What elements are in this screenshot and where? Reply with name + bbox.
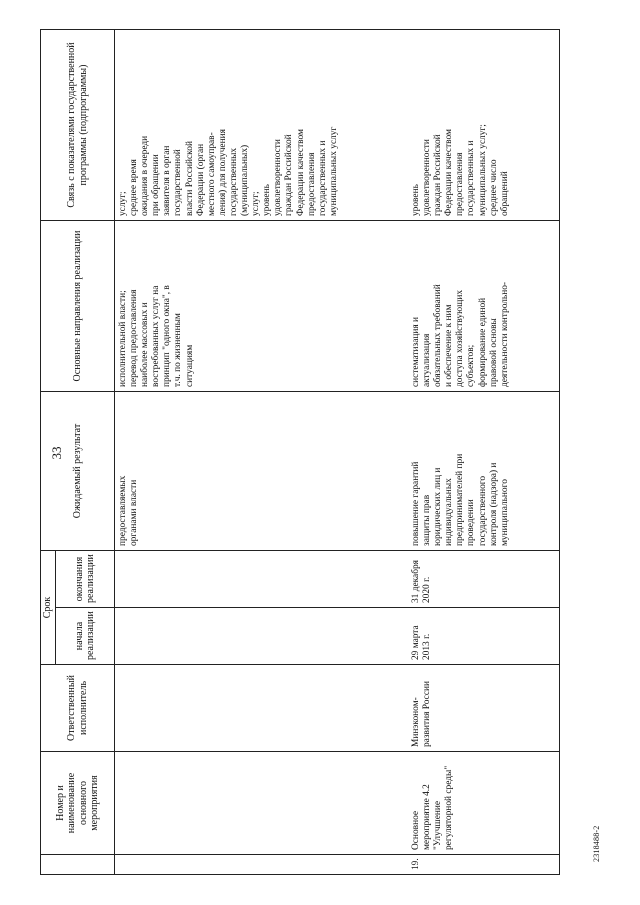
cell-end-empty	[115, 551, 409, 608]
header-name: Номер и наименование основного мероприятия	[41, 752, 115, 855]
rotated-table-container	[40, 30, 600, 875]
program-activities-table	[40, 29, 560, 875]
cell-directions: систематизация и актуализация обязательных требований и обеспечение к ним доступа хозяйствующих субъектов; формирование единой правовой основы деятельности контрольно-	[408, 221, 560, 392]
cell-directions: исполнительной власти; перевод предоставления наиболее массовых и востребованных услуг на принцип "одного окна", в т.ч. по жизненным ситуациям	[115, 221, 409, 392]
page-number: 33	[49, 446, 64, 460]
table-row	[408, 30, 560, 875]
cell-executor-empty	[115, 665, 409, 752]
header-result: Ожидаемый результат	[41, 392, 115, 551]
document-code: 2318488-2	[592, 825, 601, 862]
cell-number-empty	[115, 855, 409, 875]
header-directions: Основные направления реализации	[41, 221, 115, 392]
cell-start-empty	[115, 608, 409, 665]
cell-end-date: 31 декабря 2020 г.	[408, 551, 560, 608]
cell-result: повышение гарантий защиты прав юридических лиц и индивидуальных предпринимателей при проведении государственного контроля (надзора) и муниципального	[408, 392, 560, 551]
header-term: Срок	[41, 551, 56, 665]
cell-indicators: услуг; среднее время ожидания в очереди при обращении заявителя в орган государственной власти Российской Федерации (орган местного самоуправ- ления) для получения государственных (муниципальных) услуг; уровень удовлетворенности граждан Российской Федерации качеством предоставления государственных и муниципальных услуг	[115, 30, 409, 221]
header-executor: Ответственный исполнитель	[41, 665, 115, 752]
header-indicators: Связь с показателями государственной программы (подпрограммы)	[41, 30, 115, 221]
cell-indicators: уровень удовлетворенности граждан Российской Федерации качеством предоставления государственных и муниципальных услуг; среднее число обращений	[408, 30, 560, 221]
header-term-start: начала реализации	[56, 608, 115, 665]
cell-start-date: 29 марта 2013 г.	[408, 608, 560, 665]
cell-row-number: 19.	[408, 855, 560, 875]
header-blank-cell	[41, 855, 115, 875]
cell-activity-name: Основное мероприятие 4.2 "Улучшение регуляторной среды"	[408, 752, 560, 855]
cell-name-empty	[115, 752, 409, 855]
header-term-end: окончания реализации	[56, 551, 115, 608]
cell-executor: Минэконом- развития России	[408, 665, 560, 752]
cell-result: предоставляемых органами власти	[115, 392, 409, 551]
header-row-top	[41, 30, 56, 875]
table-row	[115, 30, 409, 875]
